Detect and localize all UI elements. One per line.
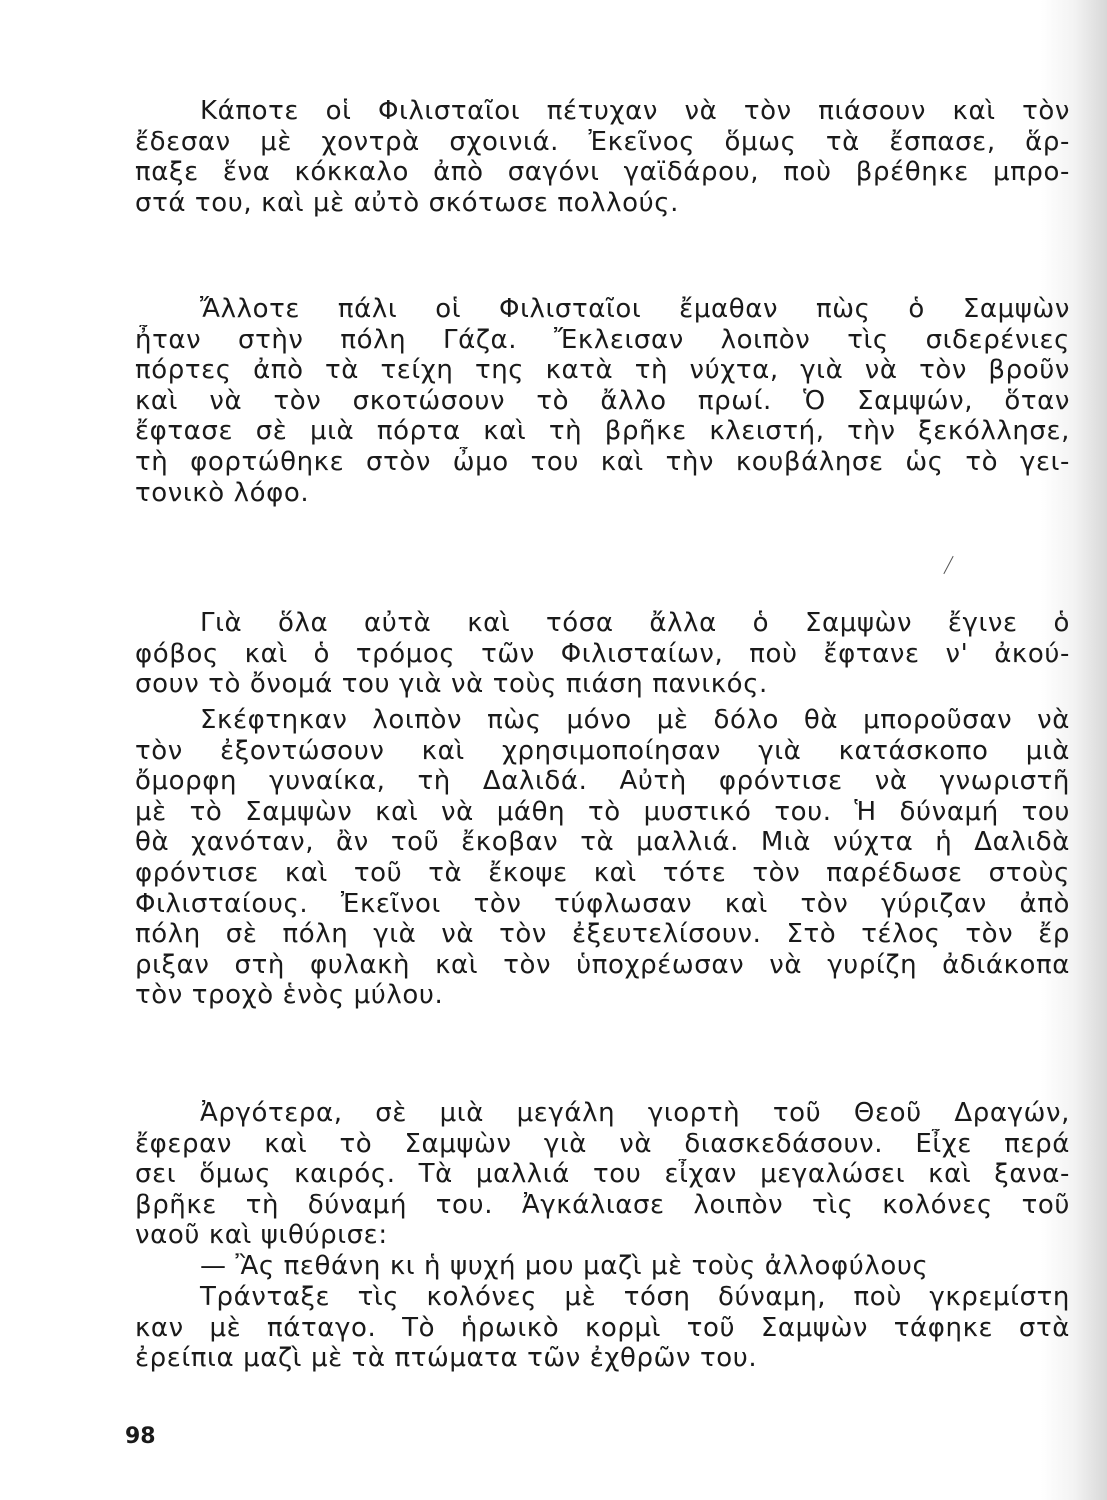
text-line: φρόντισε καὶ τοῦ τὰ ἔκοψε καὶ τότε τὸν παρέδωσε στοὺς xyxy=(135,857,1070,888)
text-line: τὸν ἐξοντώσουν καὶ χρησιμοποίησαν γιὰ κατάσκοπο μιὰ xyxy=(135,735,1070,766)
text-line: στά του, καὶ μὲ αὐτὸ σκότωσε πολλούς. xyxy=(135,187,680,218)
text-line: ἐρείπια μαζὶ μὲ τὰ πτώματα τῶν ἐχθρῶν του. xyxy=(135,1343,758,1374)
text-line: σουν τὸ ὄνομά του γιὰ νὰ τοὺς πιάση πανικός. xyxy=(135,669,768,700)
text-line: Φιλισταίους. Ἐκεῖνοι τὸν τύφλωσαν καὶ τὸν γύριζαν ἀπὸ xyxy=(135,888,1070,919)
text-line: θὰ χανόταν, ἂν τοῦ ἔκοβαν τὰ μαλλιά. Μιὰ νύχτα ἡ Δαλιδὰ xyxy=(135,827,1070,858)
text-line: παξε ἕνα κόκκαλο ἀπὸ σαγόνι γαϊδάρου, ποὺ βρέθηκε μπρο- xyxy=(135,157,1070,188)
text-line: Ἀργότερα, σὲ μιὰ μεγάλη γιορτὴ τοῦ Θεοῦ Δραγών, xyxy=(200,1098,1070,1128)
text-line: ναοῦ καὶ ψιθύρισε: xyxy=(135,1220,388,1251)
text-line: φόβος καὶ ὁ τρόμος τῶν Φιλισταίων, ποὺ ἔφτανε ν' ἀκού- xyxy=(135,638,1070,669)
text-line: ἔφεραν καὶ τὸ Σαμψὼν γιὰ νὰ διασκεδάσουν. Εἶχε περά xyxy=(135,1128,1070,1159)
text-line: μὲ τὸ Σαμψὼν καὶ νὰ μάθη τὸ μυστικό του. Ἡ δύναμή του xyxy=(135,796,1070,827)
text-line: σει ὅμως καιρός. Τὰ μαλλιά του εἶχαν μεγαλώσει καὶ ξανα- xyxy=(135,1159,1070,1190)
page-number: 98 xyxy=(125,1424,156,1449)
paragraph-4 xyxy=(135,705,1070,1011)
text-line: Ἄλλοτε πάλι οἱ Φιλισταῖοι ἔμαθαν πὼς ὁ Σαμψὼν xyxy=(200,294,1070,324)
dialogue-line xyxy=(135,1251,1070,1282)
text-line: Κάποτε οἱ Φιλισταῖοι πέτυχαν νὰ τὸν πιάσουν καὶ τὸν xyxy=(200,96,1070,126)
text-line: τὴ φορτώθηκε στὸν ὦμο του καὶ τὴν κουβάλησε ὡς τὸ γει- xyxy=(135,446,1070,477)
text-line: καὶ νὰ τὸν σκοτώσουν τὸ ἄλλο πρωί. Ὁ Σαμψών, ὅταν xyxy=(135,385,1070,416)
text-line: καν μὲ πάταγο. Τὸ ἡρωικὸ κορμὶ τοῦ Σαμψὼν τάφηκε στὰ xyxy=(135,1312,1070,1343)
text-line: Γιὰ ὅλα αὐτὰ καὶ τόσα ἄλλα ὁ Σαμψὼν ἔγινε ὁ xyxy=(200,608,1070,638)
paragraph-2 xyxy=(135,294,1070,508)
text-line: ἔφτασε σὲ μιὰ πόρτα καὶ τὴ βρῆκε κλειστή, τὴν ξεκόλλησε, xyxy=(135,416,1070,447)
text-line: ὄμορφη γυναίκα, τὴ Δαλιδά. Αὐτὴ φρόντισε νὰ γνωριστῆ xyxy=(135,766,1070,797)
text-line: ἔδεσαν μὲ χοντρὰ σχοινιά. Ἐκεῖνος ὅμως τὰ ἔσπασε, ἅρ- xyxy=(135,126,1070,157)
text-line: Σκέφτηκαν λοιπὸν πὼς μόνο μὲ δόλο θὰ μποροῦσαν νὰ xyxy=(200,705,1070,735)
paragraph-7 xyxy=(135,1282,1070,1374)
text-line: πόρτες ἀπὸ τὰ τείχη της κατὰ τὴ νύχτα, γιὰ νὰ τὸν βροῦν xyxy=(135,355,1070,386)
paragraph-1 xyxy=(135,96,1070,218)
text-line: τονικὸ λόφο. xyxy=(135,477,310,508)
paragraph-5 xyxy=(135,1098,1070,1251)
paragraph-3 xyxy=(135,608,1070,700)
text-line: ριξαν στὴ φυλακὴ καὶ τὸν ὑποχρέωσαν νὰ γυρίζη ἀδιάκοπα xyxy=(135,949,1070,980)
stray-pen-mark xyxy=(943,556,953,574)
text-line: Τράνταξε τὶς κολόνες μὲ τόση δύναμη, ποὺ γκρεμίστη xyxy=(200,1282,1070,1312)
text-line: ἦταν στὴν πόλη Γάζα. Ἔκλεισαν λοιπὸν τὶς σιδερένιες xyxy=(135,324,1070,355)
text-line: — Ἂς πεθάνη κι ἡ ψυχή μου μαζὶ μὲ τοὺς ἀλλοφύλους xyxy=(200,1251,929,1281)
text-line: τὸν τροχὸ ἑνὸς μύλου. xyxy=(135,980,444,1011)
text-line: βρῆκε τὴ δύναμή του. Ἀγκάλιασε λοιπὸν τὶς κολόνες τοῦ xyxy=(135,1189,1070,1220)
text-line: πόλη σὲ πόλη γιὰ νὰ τὸν ἐξευτελίσουν. Στὸ τέλος τὸν ἔρ xyxy=(135,919,1070,950)
